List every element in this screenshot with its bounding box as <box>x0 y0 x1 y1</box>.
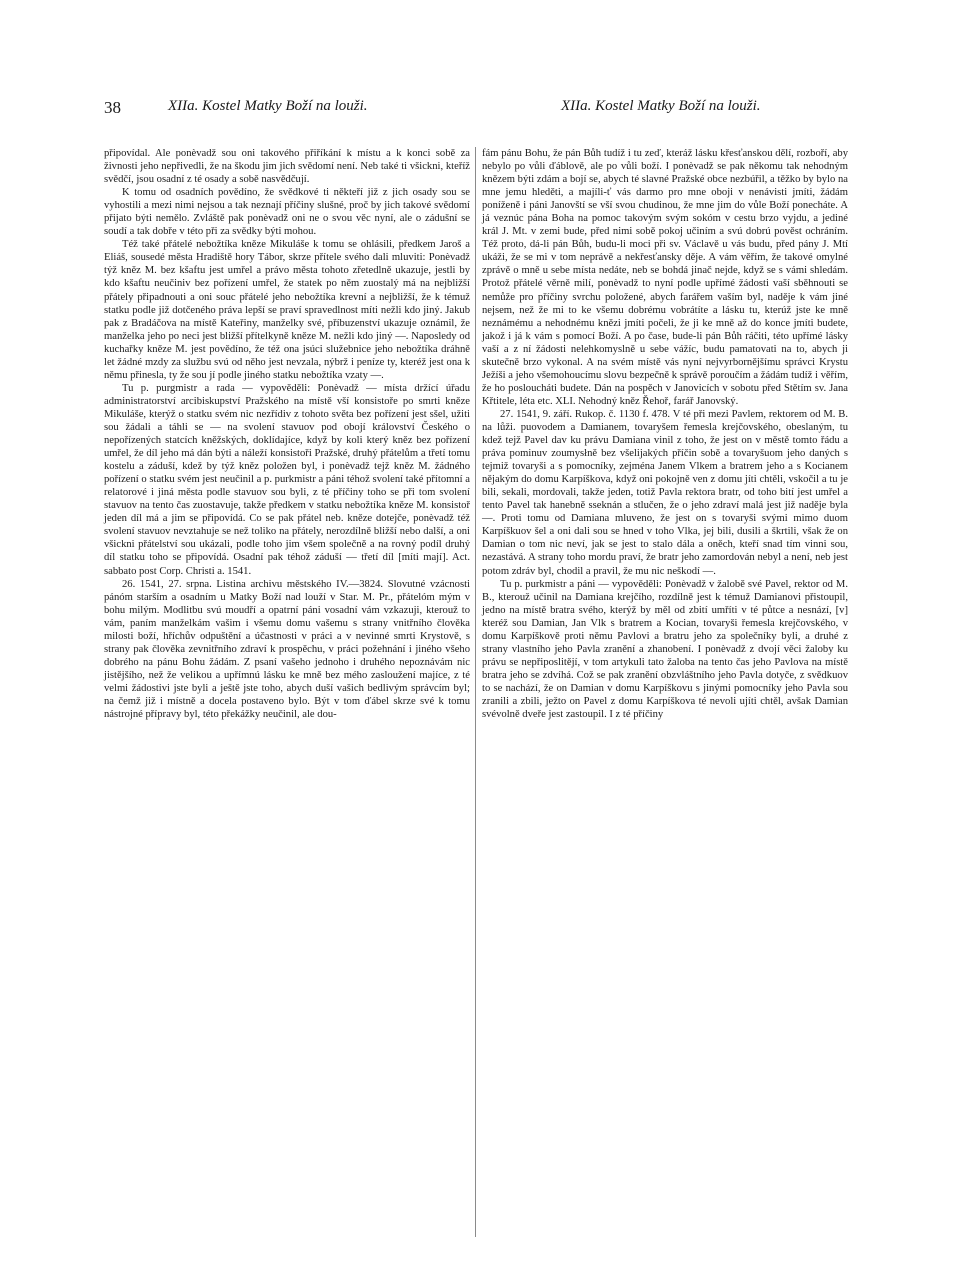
left-paragraph-5: 26. 1541, 27. srpna. Listina archivu městského IV.—3824. Slovutné vzácnosti pánóm starším a osadním u Matky Boží nad louží v Star. M. Pr., přátelóm mým v bohu milým. Modlitbu svú moudří a opatrní páni vosadní vám vzkazuji, kterouž to vám, paním manželkám vašim i všemu domu vašemu s strany vnitřního člověka milosti boží, hříchův odpuštění a účastnosti v práci a v nevinné smrti Krystově, s strany pak člověka zevnitřního zdraví k prospěchu, v práci požehnání i jiného všeho dobrého na pánu Bohu žádám. Z psaní vašeho jednoho i druhého nepoznávám nic jistějšího, než že velikou a upřímnú lásku ke mně bez mého zasloužení majíce, z té velmi žádostivi jste byli a ještě jste toho, abych duší vašich bedlivým správcím byl; na čemž již i místně a docela postaveno bylo. Být v tom ďábel skrze své k tomu nástrojné přípravy byl, této překážky neučinil, ale dou- <box>104 578 470 721</box>
page-header <box>104 98 864 122</box>
right-paragraph-2: 27. 1541, 9. září. Rukop. č. 1130 f. 478. V té při mezi Pavlem, rektorem od M. B. na lůži. puovodem a Damianem, tovaryšem řemesla krejčovského, obeslaným, tu kdež tejž Pavel dav ku právu Damiana vinil z toho, že jest on v městě tomto řádu a práva pominuv zoumysłně bez všelijakých příčin sobě a tovaryšuom jeho daných s tejmiž tovaryši a s pomocníky, zejména Janem Vlkem a bratrem jeho a s Kocianem nějakým do domu Karpíškova, když oni pokojně ven z domu jíti chtěli, vskočil a tu je bili, sekali, mordovali, takže jeden, totiž Pavla rektora bratr, od toho bití jest umřel a tento Pavel tak hanebně sseknán a stlučen, že o jeho zdraví malá jest již naděje byla —. Proti tomu od Damiana mluveno, že jest on s tovaryši svými mimo duom Karpíškuov šel a oni dali sou se hned v toho Vlka, jej bili, dusili a škrtili, však že on Damian o tom nic neví, jak se jest to stalo dála a oněch, kteří snad tím vinni sou, nezastává. A strany toho mordu praví, že bratr jeho zamordován nebyl a není, neb jest potom zdráv byl, chodil a pravil, že mu nic neškodí —. <box>482 408 848 577</box>
left-paragraph-1: připovídal. Ale ponèvadž sou oni takového přiříkání k místu a k konci sobě za živnosti jeho nepřivedli, že na škodu jim jich svědomí není. Neb také ti všickni, kteříž svědčí, jsou osadní z té osady a sobě nasvědčují. <box>104 148 470 186</box>
left-column <box>104 147 470 721</box>
running-title-right: XIIa. Kostel Matky Boží na louži. <box>561 98 761 114</box>
page-number: 38 <box>104 98 121 117</box>
right-column <box>482 147 848 721</box>
right-paragraph-1: fám pánu Bohu, že pán Bůh tudíž i tu zeď, kteráž lásku křesťanskou dělí, rozboří, aby nebylo po vůli ďáblově, ale po vůli boží. I ponèvadž se pak někomu tak nehodným knězem býti zdám a bojí se, abych té slavné Pražské obce nezbúřil, a těžko by bylo na mne jemu hleděti, a majíli-ť vás darmo pro mne oboji v nenávisti jmíti, žádám poníženě i páni Janovští se vší svou chudinou, že mne jim do vůle Boží ponecháte. A já veznúc pána Boha na pomoc takovým svým sokóm v cestu brzo vyjdu, a jediné král J. Mt. v zemi bude, před nimi sobě pokoj učiním a svú dobrú pověst ochráním. Též proto, dá-li pán Bůh, budu-li moci při sv. Václavě u vás budu, před pány J. Mtí ukáži, že se mi v tom neprávě a nekřesťansky děje. A vám věřím, že takové omylné zprávě o mně u sebe místa nedáte, neb se bohdá jinač nejde, když se s vámi shledám. Protož přátelé věrně milí, ponèvadž to nyní podle upřímé žádosti vaší sběhnouti se nemůže pro příčiny svrchu položené, abych farářem vaším byl, naděje k vám jiné nejsem, než že mi to ke všemu dobrému vobrátíte a lásku tu, kterúž jste ke mně neznámému a nehodnému knězi jmíti počeli, že ji ke mně až do konce jmíti budete, jakož i já k vám s pomocí Boží. A po čase, bude-li pán Bůh ráčiti, této upřímé lásky vaší a z ní žádosti nelehkomyslně u sebe vážíc, budu pamatovati na to, abych ji skutečně brzo vykonal. A na svém místě vás nyní nejvyrbornějšímu správci Krystu Ježíši a jeho všemohoucímu slovu bezpečně k správě poroučím a žádám tudíž i věřím, že ho posloucháti budete. Dán na pospěch v Janovicích v sobotu před Stětím sv. Jana Křtitele, léta etc. XLI. Nehodný kněz Řehoř, farář Janovský. <box>482 148 848 407</box>
right-paragraph-3: Tu p. purkmistr a páni — vypověděli: Ponèvadž v žalobě své Pavel, rektor od M. B., kterouž učinil na Damiana krejčího, rozdílně jest k témuž Damianovi přistoupil, jedno na místě bratra svého, kterýž by měl od zbití umříti v té půtce a nesnází, [v] kteréž sou Damian, Jan Vlk s bratrem a Kocian, tovaryši řemesla krejčovského, v domu Karpíškově proti němu Pavlovi a bratru jeho za společníky byli, a druhé z strany vlastního jeho Pavla zranění a zhanobení. I ponèvadž z dvojí věci žaloby ku právu se nepřiposlitějí, v tom artykuli tato žaloba na tento čas jeho Pavlova na místě bratra jeho se zdvíhá. Což se pak zranění obzvláštního jeho Pavla dotyče, z svědkuov to se nachází, že on Damian v domu Karpíškovu s jinými pomocníky jeho Pavla sou zranili a zbili, ježto on Pavel z domu Karpíškova té nevoli ujíti chtěl, avšak Damian svévolně dveře jest zastoupil. I z té příčiny <box>482 578 848 721</box>
left-paragraph-3: Též také přátelé nebožtíka kněze Mikuláše k tomu se ohlásili, předkem Jaroš a Eliáš, sousedé města Hradiště hory Tábor, skrze přítele svého dali mluviti: Ponèvadž týž kněz M. bez kšaftu jest umřel a právo města tohoto zřetedlně ukazuje, jestli by kdo kšaftu neučiniv bez pořízení umřel, že statek po něm zuostalý má na nejbližší přátely připadnouti a oni souc přátelé jeho nebožtíka krevní a nejbližší, že k témuž statku podle již dotčeného práva lepší se praví spravedlnost míti nežli kdo jiný. Jakub pak z Bradáčova na místě Kateřiny, manželky své, příbuzenství ukazuje oznámil, že manželka jeho po neci jest bližší přítelkyně kněze M. nežli kdo jiný —. Naposledy od kuchařky kněze M. jest povědíno, že též ona jsúci služebnice jeho nebožtíka dráhně let žádné mzdy za službu svú od něho jest nevzala, nýbrž i peníze ty, kteréž jest ona k němu přinesla, ty že sou jí podle jiného statku nebožtíka vzaty —. <box>104 239 470 381</box>
left-paragraph-4: Tu p. purgmistr a rada — vypověděli: Ponèvadž — místa držící úřadu administratorství arcibiskupství Pražského na místě vší konsistoře po smrti kněze Mikuláše, kterýž o statku svém nic nezřídiv z tohoto světa bez pořízení jest sšel, užiti sou žádali a táhli se — na svolení stavuov pod obojí království Českého o nepořízených statcích kněžských, doklídajíce, když by koli který kněz bez pořízení umřel, že díl jeho má dán býti a náleží konsistoři Pražské, druhý přátelům a třetí tomu kostelu a záduší, kdež by týž kněz položen byl, i ponèvadž tejž kněz M. žádného pořízení o statku svém jest neučinil a p. purkmistr a páni téhož svolení také přítomní a relatorové i jiná města podle stavuov sou byli, z té příčiny toho se při tom svolení stavuov na tento čas zuostavuje, takže předkem v statku nebožtíka kněze M. konsistoř jeden díl má a jim se připovídá. Co se pak přátel neb. kněze dotejče, ponèvadž též svolení stavuov nevztahuje se než toliko na přátely, nerozdílně bližší nebo další, a oni všickni přátelství sou ukázali, podle toho jim všem společně a na rovný podíl druhý díl statku toho se připovídá. Osadní pak téhož záduší — třetí díl [míti mají]. Act. sabbato post Corp. Christi a. 1541. <box>104 382 470 577</box>
running-title-left: XIIa. Kostel Matky Boží na louži. <box>168 98 368 114</box>
column-divider <box>475 147 476 1237</box>
left-paragraph-2: K tomu od osadních povědíno, že svědkové ti někteří již z jich osady sou se vyhostili a mezi nimi nejsou a tak neznají příčiny slušné, proč by jich takové svědomí přijato býti nemělo. Zvláště pak ponèvadž oni ne o svou věc nyní, ale o zádušní se soudí a tak dobře v této při za svědky býti mohou. <box>104 187 470 238</box>
